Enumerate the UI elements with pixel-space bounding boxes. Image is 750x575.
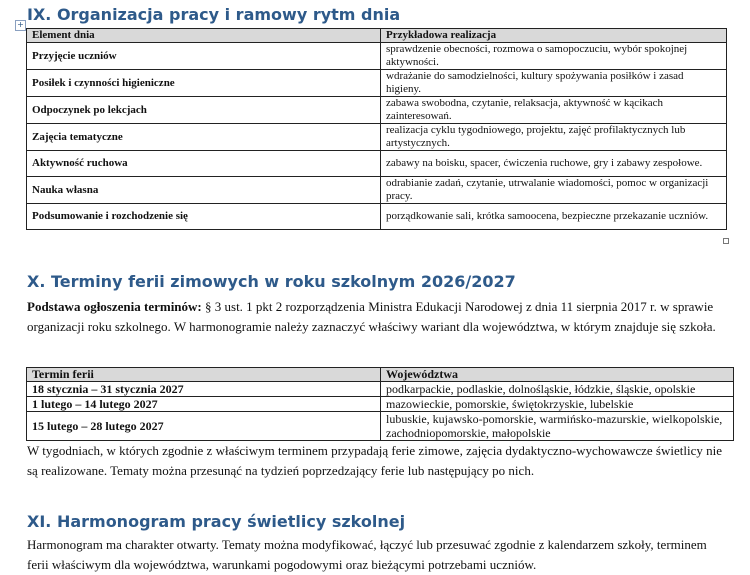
wojewodztwa-cell: podkarpackie, podlaskie, dolnośląskie, łódzkie, śląskie, opolskie xyxy=(381,382,734,397)
element-cell: Odpoczynek po lekcjach xyxy=(27,97,381,124)
realizacja-cell: zabawa swobodna, czytanie, relaksacja, aktywność w kącikach zainteresowań. xyxy=(381,97,727,124)
table-row xyxy=(27,151,727,177)
winter-break-table xyxy=(26,367,734,441)
schedule-paragraph: Harmonogram ma charakter otwarty. Tematy można modyfikować, łączyć lub przesuwać zgodnie z kalendarzem szkoły, terminem ferii właściwym dla województwa, warunkami pogodowymi oraz bieżącymi potrzebami uczniów. xyxy=(27,537,707,572)
element-cell: Podsumowanie i rozchodzenie się xyxy=(27,204,381,230)
element-cell: Nauka własna xyxy=(27,177,381,204)
termin-cell: 15 lutego – 28 lutego 2027 xyxy=(27,412,381,441)
table-row xyxy=(27,70,727,97)
table-move-handle-icon[interactable]: + xyxy=(15,20,26,31)
legal-basis-paragraph xyxy=(27,297,727,337)
table-row xyxy=(27,382,734,397)
wojewodztwa-cell: mazowieckie, pomorskie, świętokrzyskie, lubelskie xyxy=(381,397,734,412)
column-header-wojewodztwa: Województwa xyxy=(381,368,734,382)
table-row xyxy=(27,97,727,124)
table-row xyxy=(27,204,727,230)
table-header-row xyxy=(27,368,734,382)
day-rhythm-table xyxy=(26,28,727,230)
realizacja-cell: zabawy na boisku, spacer, ćwiczenia ruchowe, gry i zabawy zespołowe. xyxy=(381,151,727,177)
table-row xyxy=(27,412,734,441)
legal-basis-label: Podstawa ogłoszenia terminów: xyxy=(27,299,202,314)
realizacja-cell: odrabianie zadań, czytanie, utrwalanie wiadomości, pomoc w organizacji pracy. xyxy=(381,177,727,204)
wojewodztwa-cell: lubuskie, kujawsko-pomorskie, warmińsko-mazurskie, wielkopolskie, zachodniopomorskie, małopolskie xyxy=(381,412,734,441)
realizacja-cell: sprawdzenie obecności, rozmowa o samopoczuciu, wybór spokojnej aktywności. xyxy=(381,43,727,70)
section-10-heading: X. Terminy ferii zimowych w roku szkolnym 2026/2027 xyxy=(27,272,516,291)
column-header-termin: Termin ferii xyxy=(27,368,381,382)
element-cell: Posiłek i czynności higieniczne xyxy=(27,70,381,97)
table-resize-handle[interactable] xyxy=(723,238,729,244)
column-header-realizacja: Przykładowa realizacja xyxy=(381,29,727,43)
table-header-row xyxy=(27,29,727,43)
element-cell: Przyjęcie uczniów xyxy=(27,43,381,70)
termin-cell: 1 lutego – 14 lutego 2027 xyxy=(27,397,381,412)
element-cell: Zajęcia tematyczne xyxy=(27,124,381,151)
realizacja-cell: wdrażanie do samodzielności, kultury spożywania posiłków i zasad higieny. xyxy=(381,70,727,97)
termin-cell: 18 stycznia – 31 stycznia 2027 xyxy=(27,382,381,397)
realizacja-cell: realizacja cyklu tygodniowego, projektu, zajęć profilaktycznych lub artystycznych. xyxy=(381,124,727,151)
legal-basis-text: § 3 ust. 1 pkt 2 rozporządzenia Ministra Edukacji Narodowej z dnia 11 sierpnia 2017 r. w sprawie organizacji roku szkolnego. W harmonogramie należy zaznaczyć właściwy wariant dla województwa, w którym znajduje się szkoła. xyxy=(27,299,716,334)
table-row xyxy=(27,43,727,70)
element-cell: Aktywność ruchowa xyxy=(27,151,381,177)
section-11-heading: XI. Harmonogram pracy świetlicy szkolnej xyxy=(27,512,406,531)
winter-break-note: W tygodniach, w których zgodnie z właściwym terminem przypadają ferie zimowe, zajęcia dydaktyczno-wychowawcze świetlicy nie są realizowane. Tematy można przesunąć na tydzień poprzedzający ferie lub następujący po nich. xyxy=(27,443,722,478)
column-header-element: Element dnia xyxy=(27,29,381,43)
table-row xyxy=(27,177,727,204)
section-9-heading: IX. Organizacja pracy i ramowy rytm dnia xyxy=(27,5,401,24)
table-row xyxy=(27,124,727,151)
realizacja-cell: porządkowanie sali, krótka samoocena, bezpieczne przekazanie uczniów. xyxy=(381,204,727,230)
table-row xyxy=(27,397,734,412)
